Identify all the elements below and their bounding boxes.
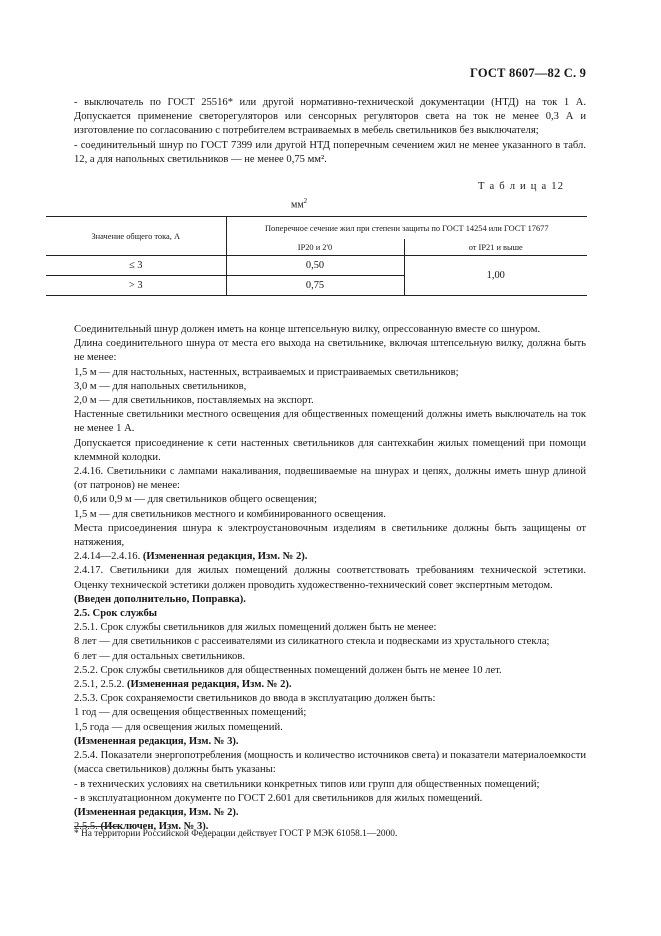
header-ip21: от IP21 и выше (404, 239, 587, 256)
paragraph: 1 год — для освещения общественных помещений; (74, 707, 307, 719)
section-heading: 2.5. Срок службы (74, 608, 158, 620)
header-section: Поперечное сечение жил при степени защиты по ГОСТ 14254 или ГОСТ 17677 (226, 217, 587, 240)
paragraph: 1,5 м — для светильников местного и комбинированного освещения. (74, 508, 386, 520)
paragraph: 2.5.3. Срок сохраняемости светильников до ввода в эксплуатацию должен быть: (74, 693, 436, 705)
paragraph: 6 лет — для остальных светильников. (74, 650, 245, 662)
header-current: Значение общего тока, А (46, 217, 226, 256)
revision-note (74, 678, 586, 692)
row2-current: > 3 (46, 276, 226, 296)
paragraph: Соединительный шнур должен иметь на конце штепсельную вилку, опрессованную вместе со шнуром. (74, 324, 541, 335)
table-caption: Т а б л и ц а 12 (478, 181, 565, 192)
table-unit (291, 197, 307, 210)
paragraph: 2.4.16. Светильники с лампами накаливания, подвешиваемые на шнурах и цепях, должны иметь шнур длиной (от патронов) не менее: (74, 466, 586, 492)
paragraph: 2.5.1. Срок службы светильников для жилых помещений должен быть не менее: (74, 622, 437, 634)
revision-number: 2.5.5. (74, 821, 98, 833)
row2-ip20: 0,75 (226, 276, 404, 296)
revision-note (74, 550, 586, 564)
introduced-note: (Введен дополнительно, Поправка). (74, 593, 246, 605)
revision-number: 2.5.1, 2.5.2. (74, 679, 125, 691)
footnote: * На территории Российской Федерации действует ГОСТ Р МЭК 61058.1—2000. (74, 829, 398, 839)
paragraph: Допускается присоединение к сети настенных светильников для сантехкабин жилых помещений при помощи клеммной колодки. (74, 437, 586, 463)
revision-note: (Измененная редакция, Изм. № 2). (74, 806, 239, 818)
revision-text: (Измененная редакция, Изм. № 2). (126, 679, 292, 691)
paragraph: 1,5 года — для освещения жилых помещений. (74, 721, 283, 733)
paragraph: 3,0 м — для напольных светильников, (74, 380, 247, 392)
page-header: ГОСТ 8607—82 С. 9 (470, 66, 587, 80)
paragraph: 8 лет — для светильников с рассеивателями из силикатного стекла и подвесками из хрустального стекла; (74, 636, 550, 648)
revision-number: 2.4.14—2.4.16. (74, 551, 141, 563)
row1-current: ≤ 3 (129, 260, 143, 271)
table-12 (46, 216, 587, 296)
paragraph: 1,5 м — для настольных, настенных, встраиваемых и пристраиваемых светильников; (74, 366, 459, 378)
ip21-value: 1,00 (404, 256, 587, 296)
intro-switch-item: - выключатель по ГОСТ 25516* или другой нормативно-технической документации (НТД) на ток 1 А. Допускается применение светорегуляторов или сенсорных регуляторов света на ток не менее 0,3 А и изготовление по согласованию с потребителем встраиваемых в мебель светильников без выключателя; (74, 97, 586, 137)
intro-cord-item: - соединительный шнур по ГОСТ 7399 или другой НТД поперечным сечением жил не менее указанного в табл. 12, а для напольных светильников — не менее 0,75 мм². (74, 139, 586, 165)
paragraph: 2.5.2. Срок службы светильников для общественных помещений должен быть не менее 10 лет. (74, 664, 502, 676)
intro-block (74, 96, 586, 167)
header-ip20: IP20 и 2'0 (226, 239, 404, 256)
main-text (74, 323, 586, 834)
revision-note: (Измененная редакция, Изм. № 3). (74, 735, 239, 747)
paragraph: Длина соединительного шнура от места его выхода на светильнике, включая штепсельную вилку, должна быть не менее: (74, 338, 586, 364)
paragraph: 2,0 м — для светильников, поставляемых на экспорт. (74, 395, 314, 407)
revision-text: (Измененная редакция, Изм. № 2). (142, 551, 308, 563)
paragraph: - в эксплуатационном документе по ГОСТ 2.601 для светильников для жилых помещений. (74, 792, 483, 804)
paragraph: Настенные светильники местного освещения для общественных помещений должны иметь выключатель на ток не менее 1 А. (74, 409, 586, 435)
table-unit-sup: 2 (303, 197, 308, 205)
table-unit-text: мм (291, 199, 304, 211)
paragraph: - в технических условиях на светильники конкретных типов или групп для общественных помещений; (74, 778, 540, 790)
paragraph-2-4-17: 2.4.17. Светильники для жилых помещений должны соответствовать требованиям технической эстетики. Оценку технической эстетики должен проводить художественно-технический совет экспертным методом. (74, 565, 586, 591)
revision-text: (Исключен, Изм. № 3). (100, 821, 209, 833)
paragraph: 2.5.4. Показатели энергопотребления (мощность и количество источников света) и показатели материалоемкости (масса светильников) должны быть указаны: (74, 750, 586, 776)
footnote-rule (74, 826, 120, 827)
row1-ip20: 0,50 (226, 256, 404, 276)
paragraph: Места присоединения шнура к электроустановочным изделиям в светильнике должны быть защищены от натяжения, (74, 522, 586, 549)
paragraph: 0,6 или 0,9 м — для светильников общего освещения; (74, 494, 317, 506)
